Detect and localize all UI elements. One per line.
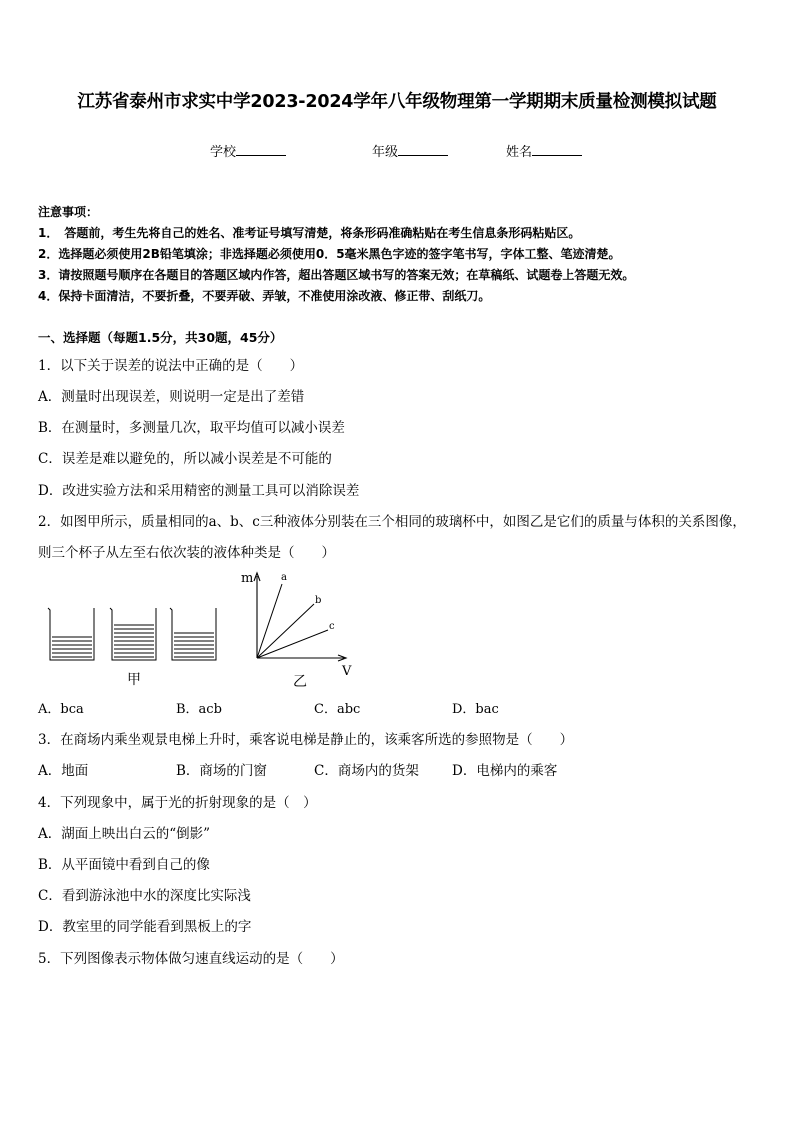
figure-yi-label: 乙 — [293, 674, 307, 690]
question-2-option-a: A．bca — [38, 702, 84, 717]
question-3-option-a: A．地面 — [38, 763, 89, 779]
name-label: 姓名 — [506, 145, 533, 160]
notice-item: 1． 答题前，考生先将自己的姓名、准考证号填写清楚，将条形码准确粘贴在考生信息条形码粘贴区。 — [38, 226, 581, 240]
grade-field — [372, 141, 448, 160]
question-2-option-c: C．abc — [314, 702, 361, 717]
line-b-label: b — [315, 595, 322, 606]
x-axis-label: V — [342, 664, 352, 679]
section-heading: 一、选择题（每题1.5分，共30题，45分） — [38, 330, 283, 345]
question-2-option-b: B．acb — [176, 702, 222, 717]
question-4-option-b: B．从平面镜中看到自己的像 — [38, 857, 210, 873]
notice-item: 3．请按照题号顺序在各题目的答题区域内作答，超出答题区域书写的答案无效；在草稿纸、试题卷上答题无效。 — [38, 268, 635, 282]
school-field — [210, 141, 286, 160]
notice-item: 2．选择题必须使用2B铅笔填涂；非选择题必须使用0．5毫米黑色字迹的签字笔书写，字体工整、笔迹清楚。 — [38, 247, 621, 261]
line-c-label: c — [329, 621, 335, 632]
line-c — [257, 630, 328, 658]
beaker-left — [48, 608, 94, 660]
line-a-label: a — [281, 572, 287, 583]
question-1-stem: 1．以下关于误差的说法中正确的是（ ） — [38, 358, 304, 374]
figure-yi-graph — [232, 566, 362, 690]
question-1-option-b: B．在测量时，多测量几次，取平均值可以减小误差 — [38, 420, 345, 436]
y-axis-label: m — [241, 571, 254, 586]
question-5-stem: 5．下列图像表示物体做匀速直线运动的是（ ） — [38, 951, 344, 967]
line-b — [257, 604, 314, 658]
question-1-option-c: C．误差是难以避免的，所以减小误差是不可能的 — [38, 451, 332, 467]
question-3-stem: 3．在商场内乘坐观景电梯上升时，乘客说电梯是静止的，该乘客所选的参照物是（ ） — [38, 732, 574, 748]
question-3-option-d: D．电梯内的乘客 — [452, 763, 558, 779]
beaker-right — [170, 608, 216, 660]
question-3-option-c: C．商场内的货架 — [314, 763, 419, 779]
page-title: 江苏省泰州市求实中学2023-2024学年八年级物理第一学期期末质量检测模拟试题 — [77, 92, 717, 112]
school-blank — [236, 143, 286, 156]
figure-jia-beakers — [40, 598, 230, 690]
notice-heading: 注意事项： — [38, 205, 99, 219]
question-2-option-d: D．bac — [452, 702, 499, 717]
name-blank — [532, 143, 582, 156]
question-3-option-b: B．商场的门窗 — [176, 763, 267, 779]
question-2-stem-cont: 则三个杯子从左至右依次装的液体种类是（ ） — [38, 545, 335, 561]
question-4-option-d: D．教室里的同学能看到黑板上的字 — [38, 919, 252, 935]
question-4-option-c: C．看到游泳池中水的深度比实际浅 — [38, 888, 251, 904]
line-a — [257, 584, 282, 658]
grade-label: 年级 — [372, 145, 399, 160]
beaker-middle — [110, 608, 156, 660]
question-4-option-a: A．湖面上映出白云的“倒影” — [38, 826, 211, 842]
question-1-option-d: D．改进实验方法和采用精密的测量工具可以消除误差 — [38, 483, 360, 499]
question-1-option-a: A．测量时出现误差，则说明一定是出了差错 — [38, 389, 305, 405]
figure-jia-label: 甲 — [127, 672, 141, 688]
grade-blank — [398, 143, 448, 156]
question-4-stem: 4．下列现象中，属于光的折射现象的是（ ） — [38, 795, 317, 811]
question-2-stem: 2．如图甲所示，质量相同的a、b、c三种液体分别装在三个相同的玻璃杯中，如图乙是它们的质量与体积的关系图像， — [38, 514, 746, 530]
name-field — [506, 141, 582, 160]
school-label: 学校 — [210, 145, 237, 160]
notice-item: 4．保持卡面清洁，不要折叠，不要弄破、弄皱，不准使用涂改液、修正带、刮纸刀。 — [38, 289, 491, 303]
